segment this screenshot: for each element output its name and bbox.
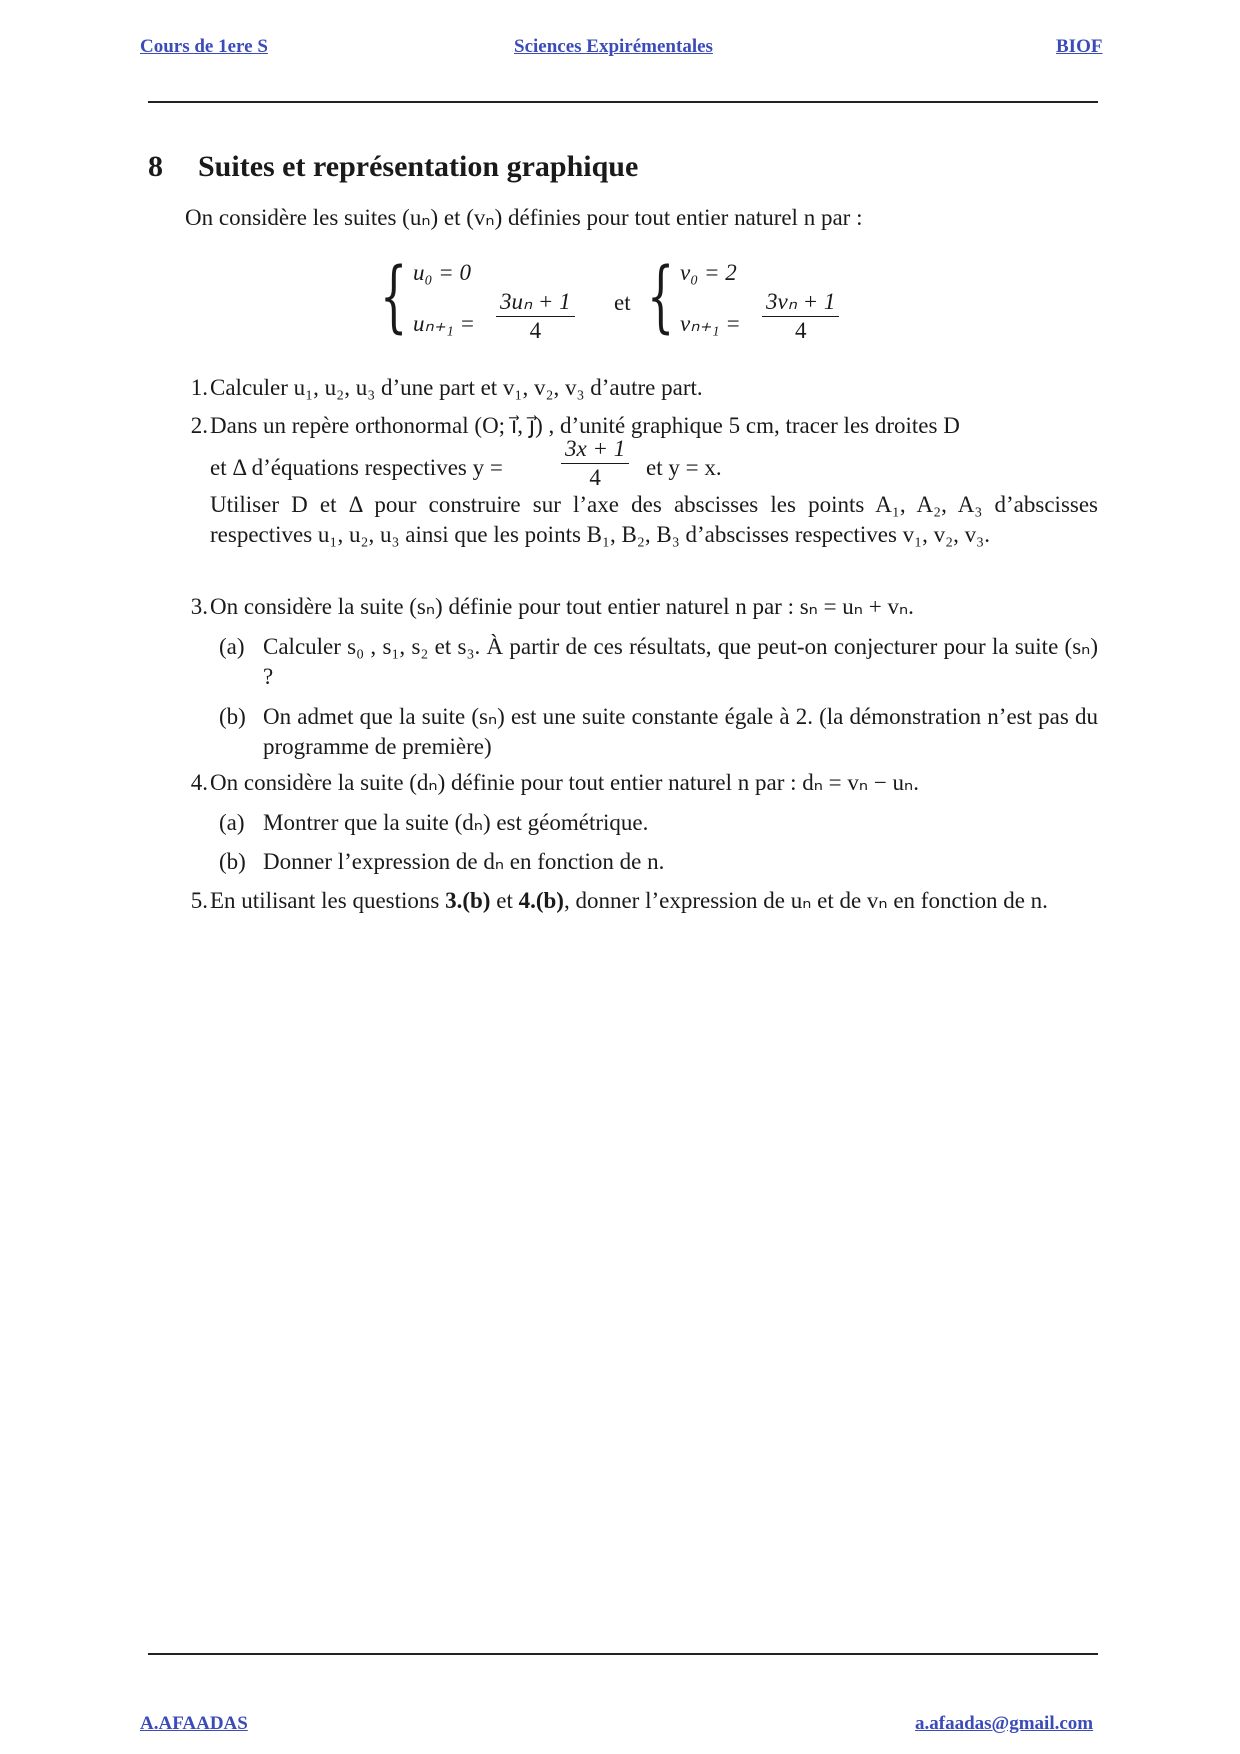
v-rec-lhs: vₙ₊₁ = — [680, 311, 741, 336]
question-5-text: En utilisant les questions 3.(b) et 4.(b), donner l’expression de uₙ et de vₙ en fonction de n. — [210, 888, 1048, 913]
v-rec-fraction: $\frac{\text{3vₙ + 1}}{4}$ — [762, 288, 839, 345]
question-4b-text: Donner l’expression de dₙ en fonction de n. — [263, 849, 665, 874]
question-4-label: 4. — [190, 770, 208, 795]
left-brace-v: { — [647, 252, 675, 342]
question-2-line2a: et Δ d’équations respectives y = — [210, 455, 503, 480]
question-2-paragraph: Utiliser D et Δ pour construire sur l’axe des abscisses les points A₁, A₂, A₃ d’abscisses respectives u₁, u₂, u₃ ainsi que les points B₁, B₂, B₃ d’abscisses respectives v₁, v₂, v₃. — [210, 492, 1098, 547]
header-course[interactable]: Cours de 1ere S — [140, 36, 268, 57]
system-connector: et — [614, 290, 631, 315]
question-4-text: On considère la suite (dₙ) définie pour tout entier naturel n par : dₙ = vₙ − uₙ. — [210, 770, 919, 795]
ref-3b: 3.(b) — [445, 888, 491, 913]
question-3a-text: Calculer s₀ , s₁, s₂ et s₃. À partir de ces résultats, que peut-on conjecturer pour la suite (sₙ) ? — [263, 634, 1098, 689]
section-title — [148, 150, 638, 184]
question-3-text: On considère la suite (sₙ) définie pour tout entier naturel n par : sₙ = uₙ + vₙ. — [210, 594, 914, 619]
u-rec-lhs: uₙ₊₁ = — [413, 311, 476, 336]
footer-rule — [148, 1653, 1098, 1655]
u-rec-fraction: $\frac{\text{3uₙ + 1}}{4}$ — [496, 288, 575, 345]
footer-email[interactable]: a.afaadas@gmail.com — [915, 1713, 1094, 1734]
header-option[interactable]: BIOF — [1056, 36, 1103, 57]
question-3b-label: (b) — [219, 704, 246, 729]
question-3-label: 3. — [190, 594, 208, 619]
question-5-label: 5. — [190, 888, 208, 913]
header-rule — [148, 101, 1098, 103]
footer-author[interactable]: A.AFAADAS — [140, 1713, 248, 1734]
question-4a-text: Montrer que la suite (dₙ) est géométrique. — [263, 810, 649, 835]
question-2-line2b: et y = x. — [646, 455, 722, 480]
v-init: v₀ = 2 — [680, 260, 737, 285]
question-1-label: 1. — [190, 375, 208, 400]
question-2-label: 2. — [190, 413, 208, 438]
question-3b-text: On admet que la suite (sₙ) est une suite constante égale à 2. (la démonstration n’est pas du programme de première) — [263, 704, 1098, 759]
u-init: u₀ = 0 — [413, 260, 472, 285]
question-4a-label: (a) — [219, 810, 245, 835]
question-1-text: Calculer u₁, u₂, u₃ d’une part et v₁, v₂, v₃ d’autre part. — [210, 375, 703, 400]
left-brace-u: { — [380, 252, 408, 342]
question-2-line1: Dans un repère orthonormal (O; i⃗, j⃗) , d’unité graphique 5 cm, tracer les droites D — [210, 413, 960, 438]
section-number: 8 — [148, 150, 163, 183]
question-4b-label: (b) — [219, 849, 246, 874]
intro-text: On considère les suites (uₙ) et (vₙ) définies pour tout entier naturel n par : — [185, 205, 863, 230]
header-subject[interactable]: Sciences Expirémentales — [514, 36, 713, 57]
ref-4b: 4.(b) — [518, 888, 564, 913]
section-heading: Suites et représentation graphique — [198, 150, 639, 183]
question-2-fraction: $\frac{3x + 1}{4}$ — [561, 435, 629, 492]
question-3a-label: (a) — [219, 634, 245, 659]
